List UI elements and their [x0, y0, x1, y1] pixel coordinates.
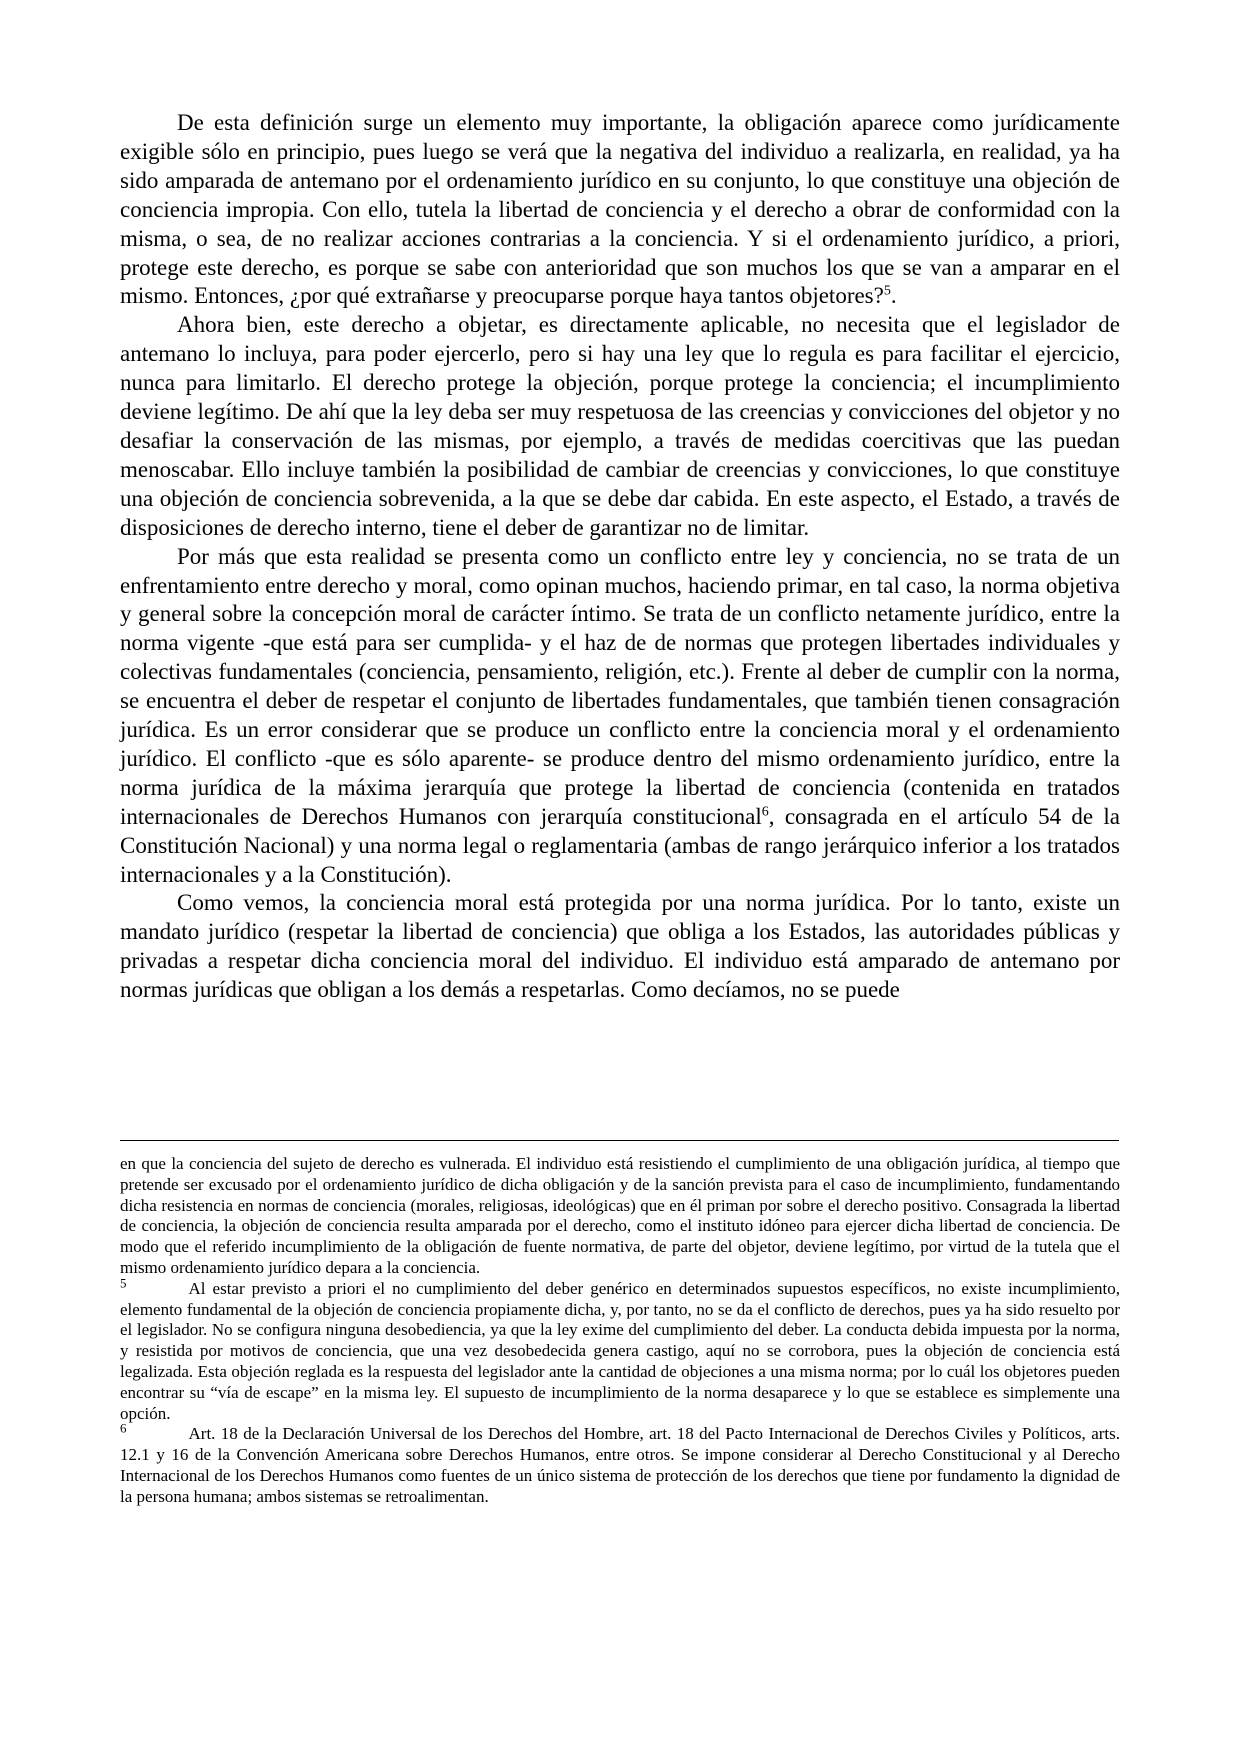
- footnote-ref-6: 6: [761, 804, 769, 820]
- footnote-separator: [120, 1140, 1119, 1141]
- footnote-5-text: Al estar previsto a priori el no cumplimiento del deber genérico en determinados supuestos específicos, no existe incumplimiento, elemento fundamental de la objeción de conciencia propiamente dicha, y, por tanto, no se da el conflicto de derechos, pues ya ha sido resuelto por el legislador. No se configura ninguna desobediencia, ya que la ley exime del cumplimiento del deber. La conducta debida impuesta por la norma, y resistida por motivos de conciencia, que una vez desobedecida genera castigo, aquí no se corrobora, pues la objeción de conciencia está legalizada. Esta objeción reglada es la respuesta del legislador ante la cantidad de objeciones a una misma norma; por lo cuál los objetores pueden encontrar su “vía de escape” en la misma ley. El supuesto de incumplimiento de la norma desaparece y lo que se establece es simplemente una opción.: [120, 1278, 1120, 1423]
- footnote-continued: en que la conciencia del sujeto de derecho es vulnerada. El individuo está resistiendo el cumplimiento de una obligación jurídica, al tiempo que pretende ser excusado por el ordenamiento jurídico de dicha obligación y de la sanción prevista para el caso de incumplimiento, fundamentando dicha resistencia en normas de conciencia (morales, religiosas, ideológicas) que en él priman por sobre el derecho positivo. Consagrada la libertad de conciencia, la objeción de conciencia resulta amparada por el derecho, como el instituto idóneo para ejercer dicha libertad de conciencia. De modo que el referido incumplimiento de la obligación de fuente normativa, de parte del objetor, deviene legítimo, por virtud de la tutela que el mismo ordenamiento jurídico depara a la conciencia.: [120, 1154, 1120, 1277]
- paragraph-1: [120, 109, 1120, 311]
- footnote-5: [120, 1275, 1120, 1425]
- footnotes: [120, 1154, 1120, 1508]
- paragraph-3-tail: , consagrada en el artículo 54 de la Constitución Nacional) y una norma legal o reglamentaria (ambas de rango jerárquico inferior a los tratados internacionales y a la Constitución).: [120, 803, 1120, 887]
- footnote-6: [120, 1420, 1120, 1507]
- body-text: [120, 109, 1120, 1005]
- footnote-5-number: 5: [120, 1275, 127, 1291]
- paragraph-1-tail: .: [890, 283, 897, 309]
- footnote-ref-5: 5: [883, 283, 891, 299]
- paragraph-2: Ahora bien, este derecho a objetar, es directamente aplicable, no necesita que el legislador de antemano lo incluya, para poder ejercerlo, pero si hay una ley que lo regula es para facilitar el ejercicio, nunca para limitarlo. El derecho protege la objeción, porque protege la conciencia; el incumplimiento deviene legítimo. De ahí que la ley deba ser muy respetuosa de las creencias y convicciones del objetor y no desafiar la conservación de las mismas, por ejemplo, a través de medidas coercitivas que las puedan menoscabar. Ello incluye también la posibilidad de cambiar de creencias y convicciones, lo que constituye una objeción de conciencia sobrevenida, a la que se debe dar cabida. En este aspecto, el Estado, a través de disposiciones de derecho interno, tiene el deber de garantizar no de limitar.: [120, 312, 1120, 540]
- paragraph-3-text: Por más que esta realidad se presenta como un conflicto entre ley y conciencia, no se trata de un enfrentamiento entre derecho y moral, como opinan muchos, haciendo primar, en tal caso, la norma objetiva y general sobre la concepción moral de carácter íntimo. Se trata de un conflicto netamente jurídico, entre la norma vigente -que está para ser cumplida- y el haz de de normas que protegen libertades individuales y colectivas fundamentales (conciencia, pensamiento, religión, etc.). Frente al deber de cumplir con la norma, se encuentra el deber de respetar el conjunto de libertades fundamentales, que también tienen consagración jurídica. Es un error considerar que se produce un conflicto entre la conciencia moral y el ordenamiento jurídico. El conflicto -que es sólo aparente- se produce dentro del mismo ordenamiento jurídico, entre la norma jurídica de la máxima jerarquía que protege la libertad de conciencia (contenida en tratados internacionales de Derechos Humanos con jerarquía constitucional: [120, 543, 1120, 829]
- footnote-6-text: Art. 18 de la Declaración Universal de los Derechos del Hombre, art. 18 del Pacto Internacional de Derechos Civiles y Políticos, arts. 12.1 y 16 de la Convención Americana sobre Derechos Humanos, entre otros. Se impone considerar al Derecho Constitucional y al Derecho Internacional de los Derechos Humanos como fuentes de un único sistema de protección de los derechos que tiene por fundamento la dignidad de la persona humana; ambos sistemas se retroalimentan.: [120, 1424, 1120, 1506]
- paragraph-1-text: De esta definición surge un elemento muy importante, la obligación aparece como jurídicamente exigible sólo en principio, pues luego se verá que la negativa del individuo a realizarla, en realidad, ya ha sido amparada de antemano por el ordenamiento jurídico en su conjunto, lo que constituye una objeción de conciencia impropia. Con ello, tutela la libertad de conciencia y el derecho a obrar de conformidad con la misma, o sea, de no realizar acciones contrarias a la conciencia. Y si el ordenamiento jurídico, a priori, protege este derecho, es porque se sabe con anterioridad que son muchos los que se van a amparar en el mismo. Entonces, ¿por qué extrañarse y preocuparse porque haya tantos objetores?: [120, 110, 1120, 309]
- paragraph-3: [120, 543, 1120, 890]
- paragraph-4: Como vemos, la conciencia moral está protegida por una norma jurídica. Por lo tanto, existe un mandato jurídico (respetar la libertad de conciencia) que obliga a los Estados, las autoridades públicas y privadas a respetar dicha conciencia moral del individuo. El individuo está amparado de antemano por normas jurídicas que obligan a los demás a respetarlas. Como decíamos, no se puede: [120, 890, 1120, 1003]
- footnote-6-number: 6: [120, 1420, 127, 1436]
